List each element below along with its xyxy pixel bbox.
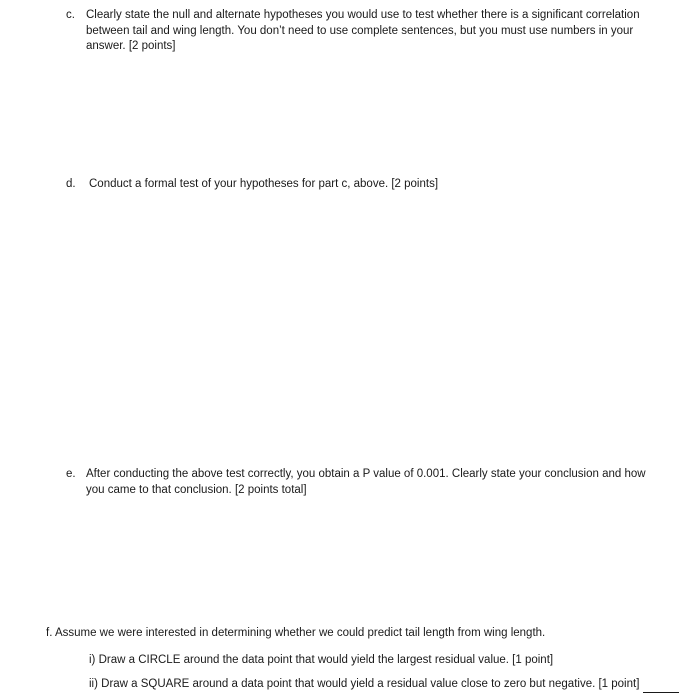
question-e-label: e.	[66, 468, 76, 480]
question-c	[66, 8, 666, 55]
question-d	[66, 177, 666, 193]
question-f-text: f. Assume we were interested in determining whether we could predict tail length from wing length.	[46, 627, 546, 639]
answer-underline	[643, 680, 679, 693]
question-f-sub-item-i-text: i) Draw a CIRCLE around the data point that would yield the largest residual value. [1 point]	[89, 654, 554, 666]
question-e	[66, 467, 666, 498]
question-f-sub-item-ii	[89, 677, 689, 693]
question-d-text: Conduct a formal test of your hypotheses for part c, above. [2 points]	[89, 178, 439, 190]
question-c-text: Clearly state the null and alternate hypotheses you would use to test whether there is a significant correlation between tail and wing length. You don’t need to use complete sentences, but you must use numbers in your answer. [2 points]	[86, 9, 640, 52]
question-e-text: After conducting the above test correctly, you obtain a P value of 0.001. Clearly state your conclusion and how you came to that conclusion. [2 points total]	[86, 468, 646, 496]
question-f	[46, 626, 666, 642]
question-f-sub-item-i	[89, 653, 689, 669]
question-d-label: d.	[66, 178, 76, 190]
question-f-sub-item-ii-text: ii) Draw a SQUARE around a data point that would yield a residual value close to zero but negative. [1 point]	[89, 678, 640, 690]
question-c-label: c.	[66, 9, 75, 21]
